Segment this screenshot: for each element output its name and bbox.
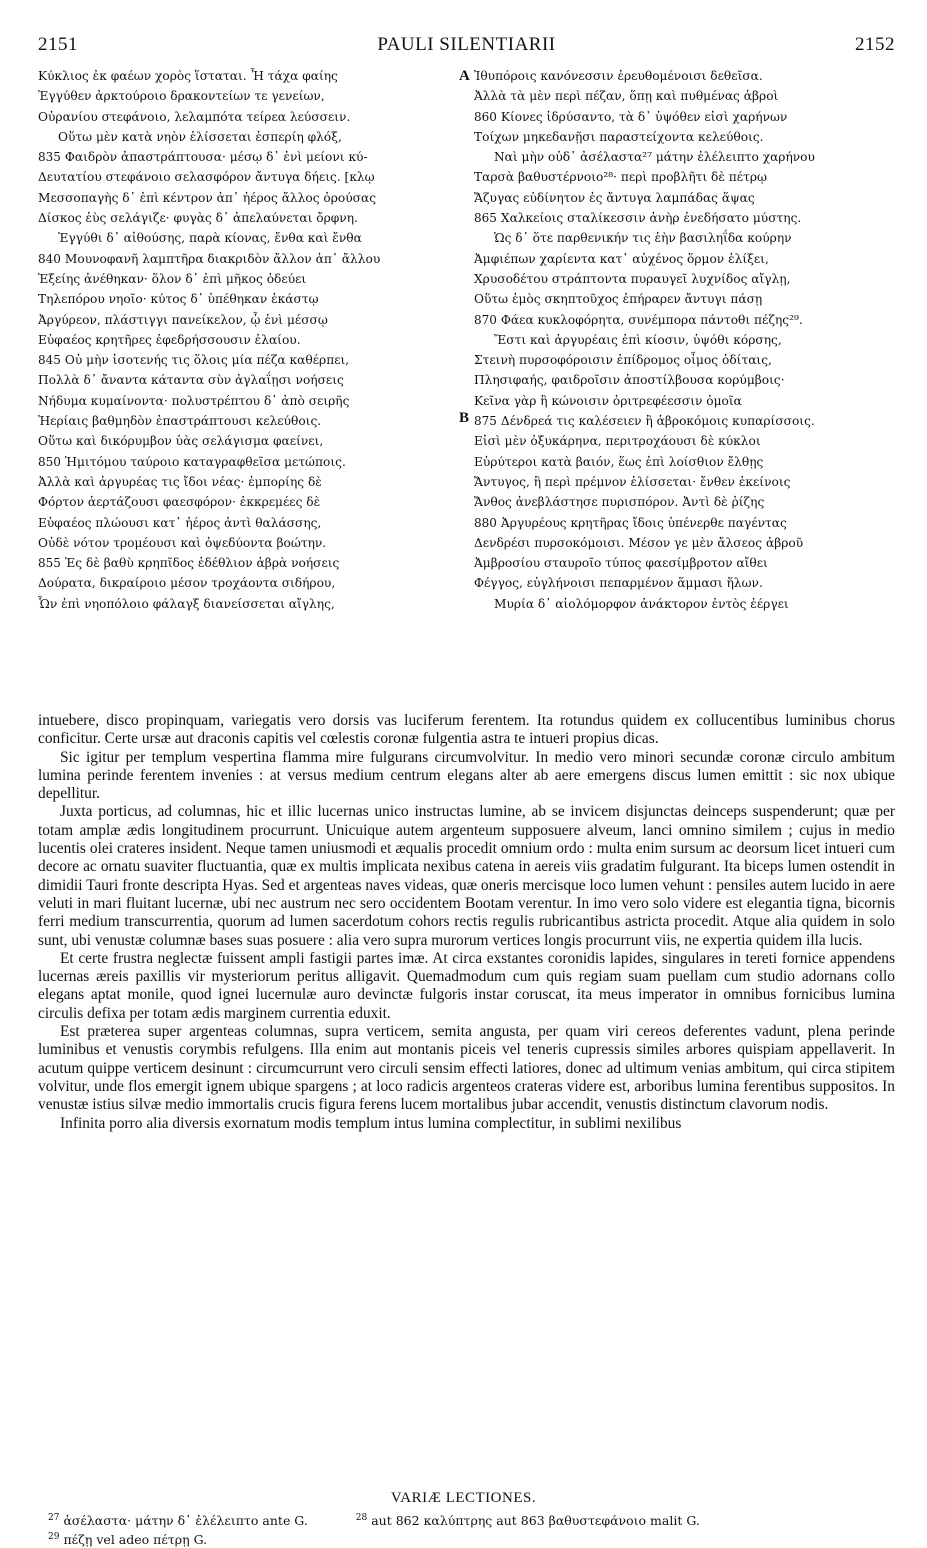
verse-text: Εὐφαέος κρητῆρες ἐφεδρήσσουσιν ἐλαίου. bbox=[38, 332, 301, 347]
verse-line bbox=[474, 167, 895, 187]
verse-text: Εὐφαέος πλώουσι κατ᾽ ἠέρος ἀντὶ θαλάσσης, bbox=[38, 515, 322, 530]
verse-line bbox=[474, 350, 895, 370]
latin-paragraph: Et certe frustra neglectæ fuissent ampli fastigii partes imæ. At circa exstantes coronidis lapides, singulares in tereti fornice appendens lucernas æreis paxillis vir mysteriorum peritus alligavit. Quemadmodum cum quis regiam suam puellam cum studio adornans collo elegans aptat monile, quod ignei lucernulæ auro devinctæ fulgoris instar coruscat, ita meus imperator in omnibus fornicibus lumina circulis defixa per totam ædis marginem currentia eduxit. bbox=[38, 949, 895, 1022]
note-line bbox=[48, 1529, 895, 1548]
verse-line bbox=[474, 431, 895, 451]
verse-text: Ἄντυγος, ἣ περὶ πρέμνον ἑλίσσεται· ἔνθεν ἐκείνοις bbox=[474, 474, 791, 489]
verse-text: Ἰθυπόροις κανόνεσσιν ἐρευθομένοισι δεθεῖσα. bbox=[474, 69, 763, 83]
verse-line bbox=[474, 594, 895, 614]
verse-text: Ἄνθος ἀνεβλάστησε πυρισπόρον. Ἀντὶ δὲ ῥίζης bbox=[474, 495, 765, 510]
verse-line bbox=[38, 370, 458, 390]
verse-text: Οὕτω καὶ δικόρυμβον ὑὰς σελάγισμα φαείνει, bbox=[38, 434, 324, 449]
verse-text: Κίονες ἱδρύσαντο, τὰ δ᾽ ὑψόθεν εἰσὶ χαρήνων bbox=[500, 109, 788, 124]
verse-line bbox=[38, 330, 458, 350]
column-marker-a: A bbox=[459, 68, 470, 84]
verse-line bbox=[38, 269, 458, 289]
verse-text: Ναὶ μὴν οὐδ᾽ ἀσέλαστα²⁷ μάτην ἐλέλειπτο χαρήνου bbox=[494, 150, 815, 165]
verse-text: Δίσκος ἐὺς σελάγιζε· φυγὰς δ᾽ ἀπελαύνεται ὄρφνη. bbox=[38, 211, 358, 226]
verse-line bbox=[474, 553, 895, 573]
verse-text: Κεῖνα γὰρ ἢ κώνοισιν ὀριτρεφέεσσιν ὁμοῖα bbox=[474, 393, 742, 408]
verse-line bbox=[38, 391, 458, 411]
verse-line bbox=[38, 249, 458, 269]
verse-line bbox=[474, 188, 895, 208]
verse-line bbox=[38, 289, 458, 309]
verse-line bbox=[474, 208, 895, 228]
verse-text: Μυρία δ᾽ αἰολόμορφον ἀνάκτορον ἐντὸς ἐέργει bbox=[494, 596, 789, 611]
verse-line bbox=[38, 167, 458, 187]
note-number: 28 bbox=[355, 1513, 368, 1523]
verse-line bbox=[474, 492, 895, 512]
verse-line bbox=[38, 127, 458, 147]
verse-text: Ἠερίαις βαθμηδὸν ἐπαστράπτουσι κελεύθοις. bbox=[38, 414, 322, 429]
verse-text: Στεινὴ πυρσοφόροισιν ἐπίδρομος οἶμος ὁδίταις, bbox=[474, 353, 772, 368]
line-number: 855 bbox=[38, 556, 61, 571]
verse-line bbox=[474, 147, 895, 167]
verse-text: Δευτατίου στεφάνοιο σελασφόρον ἄντυγα δήεις. [κλῳ bbox=[38, 170, 375, 185]
greek-column-right bbox=[474, 66, 895, 614]
verse-text: Νήδυμα κυμαίνοντα· πολυστρέπτου δ᾽ ἀπὸ σειρῆς bbox=[38, 393, 350, 408]
line-number: 865 bbox=[474, 211, 497, 226]
verse-text: Φαιδρὸν ἀπαστράπτουσα· μέσῳ δ᾽ ἐνὶ μείονι κύ- bbox=[64, 150, 368, 165]
verse-line bbox=[474, 249, 895, 269]
page-number-right: 2152 bbox=[855, 34, 895, 55]
verse-line bbox=[474, 228, 895, 248]
verse-text: Δενδρέσι πυρσοκόμοισι. Μέσον γε μὲν ἄλσεος ἁβροῦ bbox=[474, 535, 804, 550]
verse-text: Ἀμβροσίου σταυροῖο τύπος φαεσίμβροτον αἴθει bbox=[474, 556, 768, 571]
verse-line bbox=[38, 573, 458, 593]
verse-line bbox=[474, 391, 895, 411]
verse-line bbox=[474, 269, 895, 289]
running-title: PAULI SILENTIARII bbox=[377, 34, 556, 55]
column-marker-b: B bbox=[459, 410, 470, 426]
page-number-left: 2151 bbox=[38, 34, 78, 55]
note-line bbox=[48, 1510, 895, 1529]
verse-text: Χρυσοδέτου στράπτοντα πυραυγεῖ λυχνίδος αἴγλῃ, bbox=[474, 271, 791, 286]
line-number: 880 bbox=[474, 515, 497, 530]
verse-line bbox=[38, 66, 458, 86]
verse-line bbox=[38, 86, 458, 106]
verse-line bbox=[38, 228, 458, 248]
variae-lectiones-title: VARIÆ LECTIONES. bbox=[390, 1490, 537, 1506]
verse-text: Φέγγος, εὐγλήνοισι πεπαρμένον ἅμμασι ἥλων. bbox=[474, 576, 763, 591]
verse-text: Ταρσὰ βαθυστέρνοιο²⁸· περὶ προβλῆτι δὲ πέτρῳ bbox=[474, 170, 767, 185]
note-text: πέζῃ vel adeo πέτρῃ G. bbox=[63, 1532, 208, 1548]
verse-text: Ἀργύρεον, πλάστιγγι πανείκελον, ᾧ ἐνὶ μέσσῳ bbox=[38, 312, 328, 327]
verse-text: Οὐ μὴν ἰσοτενής τις ὅλοις μία πέζα καθέρπει, bbox=[64, 353, 350, 368]
verse-text: Οὕτω μὲν κατὰ νηὸν ἑλίσσεται ἑσπερίη φλόξ, bbox=[58, 129, 342, 144]
page-header bbox=[38, 34, 895, 60]
verse-line bbox=[38, 492, 458, 512]
verse-line bbox=[474, 533, 895, 553]
verse-text: Ἀλλὰ καὶ ἀργυρέας τις ἴδοι νέας· ἐμπορίης δὲ bbox=[38, 474, 322, 489]
verse-text: Ἔστι καὶ ἀργυρέαις ἐπὶ κίοσιν, ὑψόθι κόρσης, bbox=[494, 332, 782, 347]
line-number: 860 bbox=[474, 109, 497, 124]
verse-text: Ὧν ἐπὶ νηοπόλοιο φάλαγξ διανείσσεται αἴγλης, bbox=[38, 596, 335, 611]
latin-paragraph: Sic igitur per templum vespertina flamma mire fulgurans circumvolvitur. In medio vero minori secundæ coronæ circulo ambitum lumina perinde ferentem invenies : at versus medium centrum elegans alter ab aere emergens discus lumen emittit : sic nox ubique depellitur. bbox=[38, 748, 895, 803]
line-number: 840 bbox=[38, 251, 61, 266]
note-number: 27 bbox=[48, 1513, 60, 1523]
verse-line bbox=[38, 513, 458, 533]
verse-text: Πολλὰ δ᾽ ἄναντα κάταντα σὺν ἀγλαΐῃσι νοήσεις bbox=[38, 373, 344, 388]
verse-line bbox=[38, 350, 458, 370]
latin-translation bbox=[38, 712, 895, 1133]
verse-line bbox=[38, 107, 458, 127]
verse-text: Ἐγγύθι δ᾽ αἰθούσης, παρὰ κίονας, ἔνθα καὶ ἔνθα bbox=[58, 231, 362, 246]
verse-text: Ἐς δὲ βαθὺ κρηπῖδος ἐδέθλιον ἀβρὰ νοήσεις bbox=[64, 556, 340, 571]
verse-text: Οὐρανίου στεφάνοιο, λελαμπότα τείρεα λεύσσειν. bbox=[38, 109, 351, 124]
verse-line bbox=[474, 330, 895, 350]
verse-line bbox=[38, 533, 458, 553]
verse-text: Εὐρύτεροι κατὰ βαιόν, ἕως ἐπὶ λοίσθιον ἔλθῃς bbox=[474, 454, 764, 469]
line-number: 835 bbox=[38, 150, 61, 165]
verse-line bbox=[474, 86, 895, 106]
verse-text: Ἀργυρέους κρητῆρας ἴδοις ὑπένερθε παγέντας bbox=[500, 515, 787, 530]
line-number: 850 bbox=[38, 454, 61, 469]
verse-text: Κύκλιος ἐκ φαέων χορὸς ἵσταται. Ἦ τάχα φαίης bbox=[38, 69, 338, 83]
verse-line bbox=[474, 472, 895, 492]
verse-line bbox=[474, 370, 895, 390]
verse-text: Τηλεπόρου νηοῖο· κύτος δ᾽ ὑπέθηκαν ἑκάστῳ bbox=[38, 292, 319, 307]
note-text: ἀσέλαστα· μάτην δ᾽ ἐλέλειπτο ante G. bbox=[63, 1513, 308, 1529]
verse-text: Ἀμφιέπων χαρίεντα κατ᾽ αὐχένος ὅρμον ἑλίξει, bbox=[474, 251, 769, 266]
verse-line bbox=[38, 553, 458, 573]
verse-line bbox=[38, 188, 458, 208]
verse-text: Εἰσὶ μὲν ὀξυκάρηνα, περιτροχάουσι δὲ κύκλοι bbox=[474, 434, 761, 449]
verse-text: Ἐγγύθεν ἀρκτούροιο δρακοντείων τε γενείων, bbox=[38, 89, 325, 104]
verse-text: Φόρτον ἀερτάζουσι φαεσφόρον· ἐκκρεμέες δὲ bbox=[38, 495, 321, 510]
verse-line bbox=[474, 66, 895, 86]
verse-text: Ὡς δ᾽ ὅτε παρθενικήν τις ἑὴν βασιληΐδα κούρην bbox=[494, 231, 792, 246]
verse-line bbox=[474, 452, 895, 472]
verse-text: Οὐδὲ νότον τρομέουσι καὶ ὀψεδύοντα βοώτην. bbox=[38, 535, 327, 550]
verse-line bbox=[38, 147, 458, 167]
note-text: aut 862 καλύπτρης aut 863 βαθυστεφάνοιο malit G. bbox=[371, 1513, 700, 1529]
line-number: 875 bbox=[474, 414, 497, 429]
verse-line bbox=[474, 289, 895, 309]
verse-line bbox=[38, 310, 458, 330]
verse-line bbox=[38, 472, 458, 492]
verse-text: Τοίχων μηκεδανῇσι παραστείχοντα κελεύθοις. bbox=[474, 129, 764, 144]
line-number: 870 bbox=[474, 312, 497, 327]
greek-column-left bbox=[38, 66, 458, 614]
variae-lectiones-notes bbox=[48, 1510, 895, 1548]
verse-text: Ἡμιτόμου ταύροιο καταγραφθεῖσα μετώποις. bbox=[64, 454, 346, 469]
verse-text: Φάεα κυκλοφόρητα, συνέμπορα πάντοθι πέζης²⁹. bbox=[500, 312, 803, 327]
latin-paragraph: Juxta porticus, ad columnas, hic et illic lucernas unico instructas lumine, ab se invicem disjunctas deinceps suspenderunt; quæ per totam amplæ ædis longitudinem procurrunt. Unicuique autem argenteum supposuere alveum, lanci omnino similem ; cujus in medio lucentis olei crateres insident. Neque tamen uniusmodi et æqualis procedit omnium ordo : multa enim sursum ac deorsum licet intueri cum decore ac ornatu suaviter fluctuantia, quæ ex multis implicata nexibus catena in aereis viis gradatim fulgurant. Ita biceps lumen ostendit in dimidii Tauri fronte descripta Hyas. Sed et argenteas naves videas, quæ oneris mercisque loco lumen vehunt : pensiles autem lucido in aere veluti in mari fluitant lucernæ, ubi nec austrum nec sero occidentem Bootam verentur. In imo vero solo videre est elegantia tigna, bicornis ferri medium transcurrentia, quorum ad lumen sacerdotum cohors rectis regulis rubricantibus astricta procedit. Atque alia quidem in solo sunt, ubi venustæ columnæ bases suas posuere : alia vero supra murorum vertices longis procurrunt viis, ne expertia quidem illa lucis. bbox=[38, 803, 895, 949]
verse-line bbox=[474, 310, 895, 330]
greek-verse-block bbox=[38, 66, 895, 706]
verse-line bbox=[474, 513, 895, 533]
verse-line bbox=[474, 127, 895, 147]
latin-paragraph: intuebere, disco propinquam, variegatis vero dorsis vas luciferum ferentem. Ita rotundus quidem ex collucentibus luminibus chorus conficitur. Certe ursæ aut draconis capitis vel cœlestis coronæ fulgentia astra te intueri propius dicas. bbox=[38, 712, 895, 748]
latin-paragraph: Infinita porro alia diversis exornatum modis templum intus lumina complectitur, in sublimi nexilibus bbox=[60, 1114, 682, 1132]
verse-text: Μουνοφανῆ λαμπτῆρα διακριδὸν ἄλλον ἀπ᾽ ἄλλου bbox=[64, 251, 381, 266]
verse-text: Δούρατα, δικραίροιο μέσον τροχάοντα σιδήρου, bbox=[38, 576, 336, 591]
note-number: 29 bbox=[48, 1532, 60, 1543]
verse-line bbox=[38, 431, 458, 451]
verse-line bbox=[474, 573, 895, 593]
verse-text: Οὕτω ἐμὸς σκηπτοῦχος ἐπήραρεν ἄντυγι πάσῃ bbox=[474, 292, 763, 307]
verse-line bbox=[38, 208, 458, 228]
latin-paragraph: Est præterea super argenteas columnas, supra verticem, semita angusta, per quam viri cereos deferentes vadunt, plena perinde luminibus et venustis corymbis refulgens. Illa enim aut montanis piceis vel teneris cupressis similes arbores quispiam appellaverit. In acutum quippe verticem desinunt : circumcurrunt vero circuli sensim effecti latiores, donec ad ultimum venias ambitum, qui circa stipitem volvitur, unde flos emergit ignem ubique spargens ; at loco radicis argenteos crateras videre est, arboribus lumina ferentibus suppositos. In venustæ istius silvæ medio immortalis crucis figura ferens lucem mortalibus jubar accendit, venustis distinctum clavorum nodis. bbox=[38, 1023, 895, 1114]
verse-text: Πλησιφαής, φαιδροῖσιν ἀποστίλβουσα κορύμβοις· bbox=[474, 373, 785, 388]
verse-line bbox=[38, 594, 458, 614]
line-number: 845 bbox=[38, 353, 61, 368]
verse-text: Ἄζυγας εὐδίνητον ἐς ἄντυγα λαμπάδας ἅψας bbox=[474, 190, 755, 205]
verse-text: Μεσσοπαγὴς δ᾽ ἐπὶ κέντρον ἀπ᾽ ἠέρος ἄλλος ὀρούσας bbox=[38, 190, 377, 205]
verse-line bbox=[38, 411, 458, 431]
verse-text: Ἑξείης ἀνέθηκαν· ὅλον δ᾽ ἐπὶ μῆκος ὁδεύει bbox=[38, 271, 307, 286]
verse-text: Χαλκείοις σταλίκεσσιν ἀνὴρ ἐνεδήσατο μύστης. bbox=[500, 211, 802, 226]
verse-text: Δένδρεά τις καλέσειεν ἢ ἁβροκόμοις κυπαρίσσοις. bbox=[500, 414, 815, 429]
verse-line bbox=[474, 107, 895, 127]
verse-text: Ἀλλὰ τὰ μὲν περὶ πέζαν, ὅπῃ καὶ πυθμένας ἁβροὶ bbox=[474, 89, 779, 104]
verse-line bbox=[474, 411, 895, 431]
verse-line bbox=[38, 452, 458, 472]
